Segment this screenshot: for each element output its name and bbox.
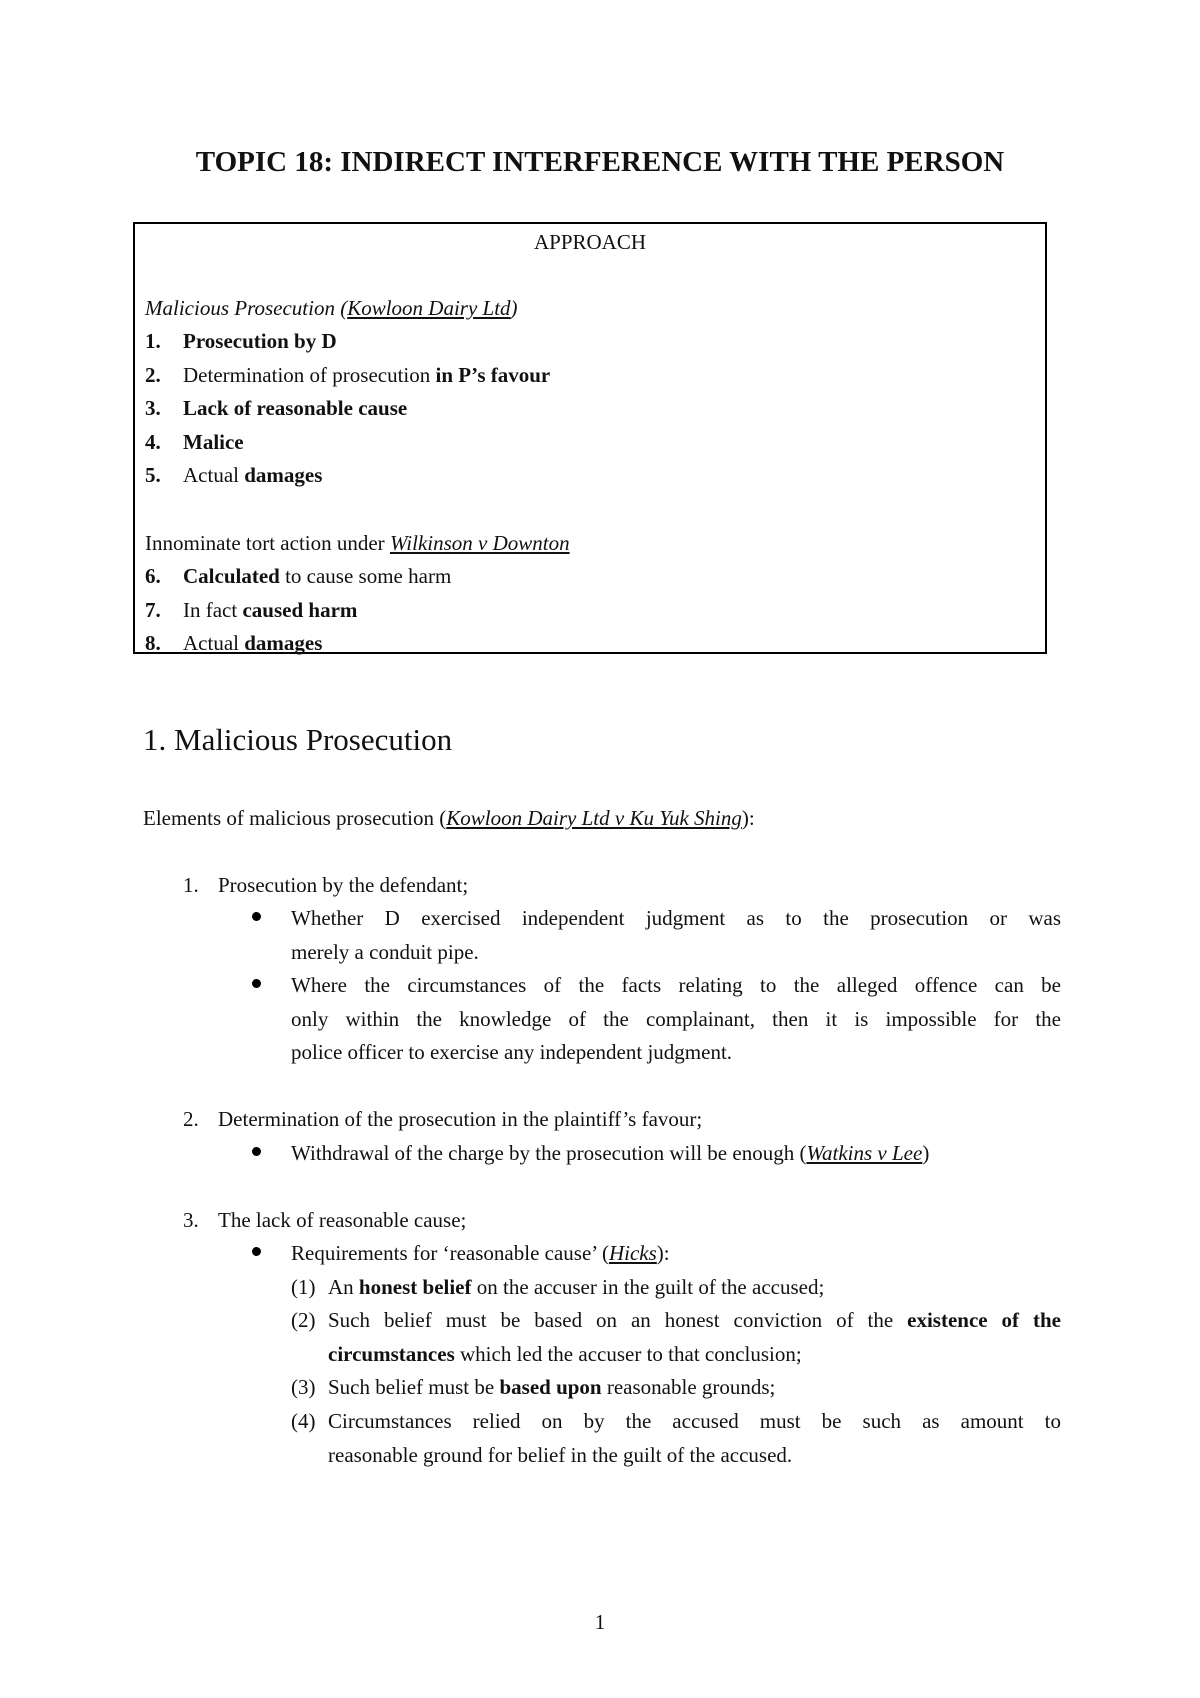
requirement-number: (4): [291, 1409, 316, 1433]
element-number: 2.: [183, 1107, 199, 1131]
approach-item: 4. Malice: [145, 430, 244, 454]
bullet-icon: [252, 912, 261, 921]
element-1-bullet-1-line: Whether D exercised independent judgment as to the prosecution or was: [291, 906, 1061, 930]
requirement-1: An honest belief on the accuser in the guilt of the accused;: [328, 1275, 825, 1299]
approach-heading: APPROACH: [533, 230, 647, 254]
approach-item: 8. Actual damages: [145, 631, 323, 655]
approach-innominate-label: Innominate tort action under Wilkinson v Downton: [145, 531, 570, 555]
approach-box: [133, 222, 1047, 654]
element-1-bullet-1-line: merely a conduit pipe.: [291, 940, 479, 964]
page-title: TOPIC 18: INDIRECT INTERFERENCE WITH THE PERSON: [195, 146, 1005, 178]
element-2-bullet-1: Withdrawal of the charge by the prosecution will be enough (Watkins v Lee): [291, 1141, 930, 1165]
approach-mp-label: Malicious Prosecution (Kowloon Dairy Ltd): [145, 296, 518, 320]
requirement-2-line-2: circumstances which led the accuser to that conclusion;: [328, 1342, 802, 1366]
bullet-icon: [252, 979, 261, 988]
element-1-bullet-2-line: only within the knowledge of the complainant, then it is impossible for the: [291, 1007, 1061, 1031]
bullet-icon: [252, 1147, 261, 1156]
page-number: 1: [594, 1610, 606, 1634]
element-number: 1.: [183, 873, 199, 897]
requirement-4-line-2: reasonable ground for belief in the guilt of the accused.: [328, 1443, 793, 1467]
element-3: The lack of reasonable cause;: [218, 1208, 467, 1232]
element-2: Determination of the prosecution in the plaintiff’s favour;: [218, 1107, 703, 1131]
requirement-2: Such belief must be based on an honest conviction of the existence of the: [328, 1308, 1061, 1332]
requirement-3: Such belief must be based upon reasonable grounds;: [328, 1375, 776, 1399]
elements-intro: Elements of malicious prosecution (Kowloon Dairy Ltd v Ku Yuk Shing):: [143, 806, 755, 830]
element-3-bullet-1: Requirements for ‘reasonable cause’ (Hicks):: [291, 1241, 670, 1265]
approach-item: 3. Lack of reasonable cause: [145, 396, 408, 420]
element-number: 3.: [183, 1208, 199, 1232]
section-heading: 1. Malicious Prosecution: [143, 722, 453, 757]
approach-item: 6. Calculated to cause some harm: [145, 564, 452, 588]
approach-item: 1. Prosecution by D: [145, 329, 337, 353]
bullet-icon: [252, 1247, 261, 1256]
approach-item: 7. In fact caused harm: [145, 598, 358, 622]
requirement-number: (3): [291, 1375, 316, 1399]
element-1: Prosecution by the defendant;: [218, 873, 469, 897]
approach-item: 5. Actual damages: [145, 463, 323, 487]
element-1-bullet-2-line: Where the circumstances of the facts relating to the alleged offence can be: [291, 973, 1061, 997]
requirement-number: (2): [291, 1308, 316, 1332]
element-1-bullet-2-line: police officer to exercise any independent judgment.: [291, 1040, 733, 1064]
requirement-number: (1): [291, 1275, 316, 1299]
approach-item: 2. Determination of prosecution in P’s favour: [145, 363, 551, 387]
requirement-4: Circumstances relied on by the accused must be such as amount to: [328, 1409, 1061, 1433]
